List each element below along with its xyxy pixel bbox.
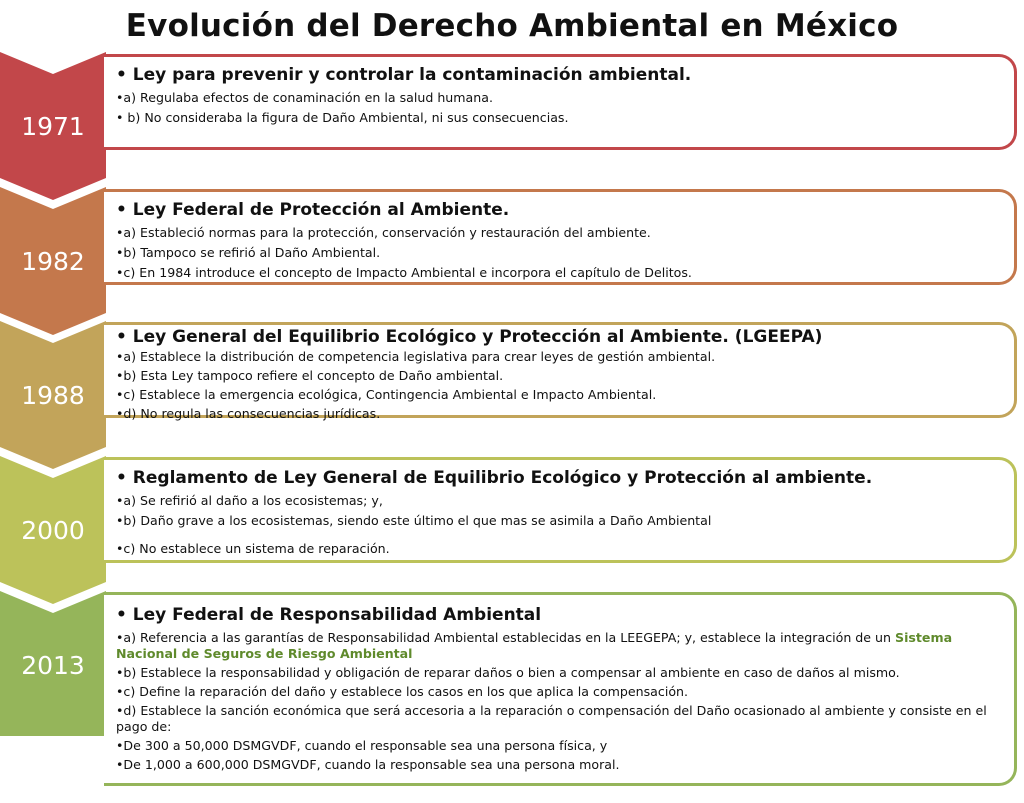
entry-box-1971 [104,54,1017,150]
entry-item: •a) Estableció normas para la protección, conservación y restauración del ambiente. [116,225,651,240]
entry-item: •a) Establece la distribución de competencia legislativa para crear leyes de gestión ambiental. [116,349,716,364]
entry-item-text: •a) Referencia a las garantías de Responsabilidad Ambiental establecidas en la LEEGEPA; y, establece la integración de un [116,630,896,645]
entry-item: •d) Establece la sanción económica que será accesoria a la reparación o compensación del Daño ocasionado al ambiente y consiste en el pago de: [116,703,987,734]
entry-item: • b) No consideraba la figura de Daño Ambiental, ni sus consecuencias. [116,110,569,125]
entry-heading: • Reglamento de Ley General de Equilibrio Ecológico y Protección al ambiente. [116,468,873,488]
year-label-2013: 2013 [21,651,85,680]
entry-item: •c) En 1984 introduce el concepto de Impacto Ambiental e incorpora el capítulo de Delitos. [116,265,692,280]
entry-box-1982 [104,189,1017,285]
entry-item: •b) Tampoco se refirió al Daño Ambiental. [116,245,381,260]
entry-heading: • Ley General del Equilibrio Ecológico y Protección al Ambiente. (LGEEPA) [116,327,823,347]
entry-item: •a) Se refirió al daño a los ecosistemas; y, [116,493,383,508]
entry-box-2000 [104,457,1017,563]
year-label-2000: 2000 [21,516,85,545]
entry-item: •b) Daño grave a los ecosistemas, siendo este último el que mas se asimila a Daño Ambiental [116,513,712,528]
entry-item: •b) Esta Ley tampoco refiere el concepto de Daño ambiental. [116,368,504,383]
entry-item: •c) No establece un sistema de reparación. [116,541,390,556]
entry-item: •a) Regulaba efectos de conaminación en la salud humana. [116,90,493,105]
entry-item: •d) No regula las consecuencias jurídicas. [116,406,381,421]
entry-item: •c) Establece la emergencia ecológica, Contingencia Ambiental e Impacto Ambiental. [116,387,657,402]
entry-item: •b) Establece la responsabilidad y obligación de reparar daños o bien a compensar al ambiente en caso de daños al mismo. [116,665,900,680]
page-title: Evolución del Derecho Ambiental en México [125,8,899,44]
entry-box-1988 [104,322,1017,421]
year-label-1971: 1971 [21,112,85,141]
entry-item: •De 1,000 a 600,000 DSMGVDF, cuando la responsable sea una persona moral. [116,757,620,772]
entry-heading: • Ley Federal de Protección al Ambiente. [116,200,510,220]
year-label-1982: 1982 [21,247,85,276]
entry-item: •De 300 a 50,000 DSMGVDF, cuando el responsable sea una persona física, y [116,738,608,753]
entry-heading: • Ley Federal de Responsabilidad Ambiental [116,605,542,625]
entry-heading: • Ley para prevenir y controlar la contaminación ambiental. [116,65,692,85]
entry-item [116,630,1004,662]
year-label-1988: 1988 [21,381,85,410]
highlight-term: Sistema Nacional de Seguros de Riesgo Ambiental [116,630,953,661]
entry-item: •c) Define la reparación del daño y establece los casos en los que aplica la compensación. [116,684,689,699]
entry-box-2013 [104,592,1017,786]
